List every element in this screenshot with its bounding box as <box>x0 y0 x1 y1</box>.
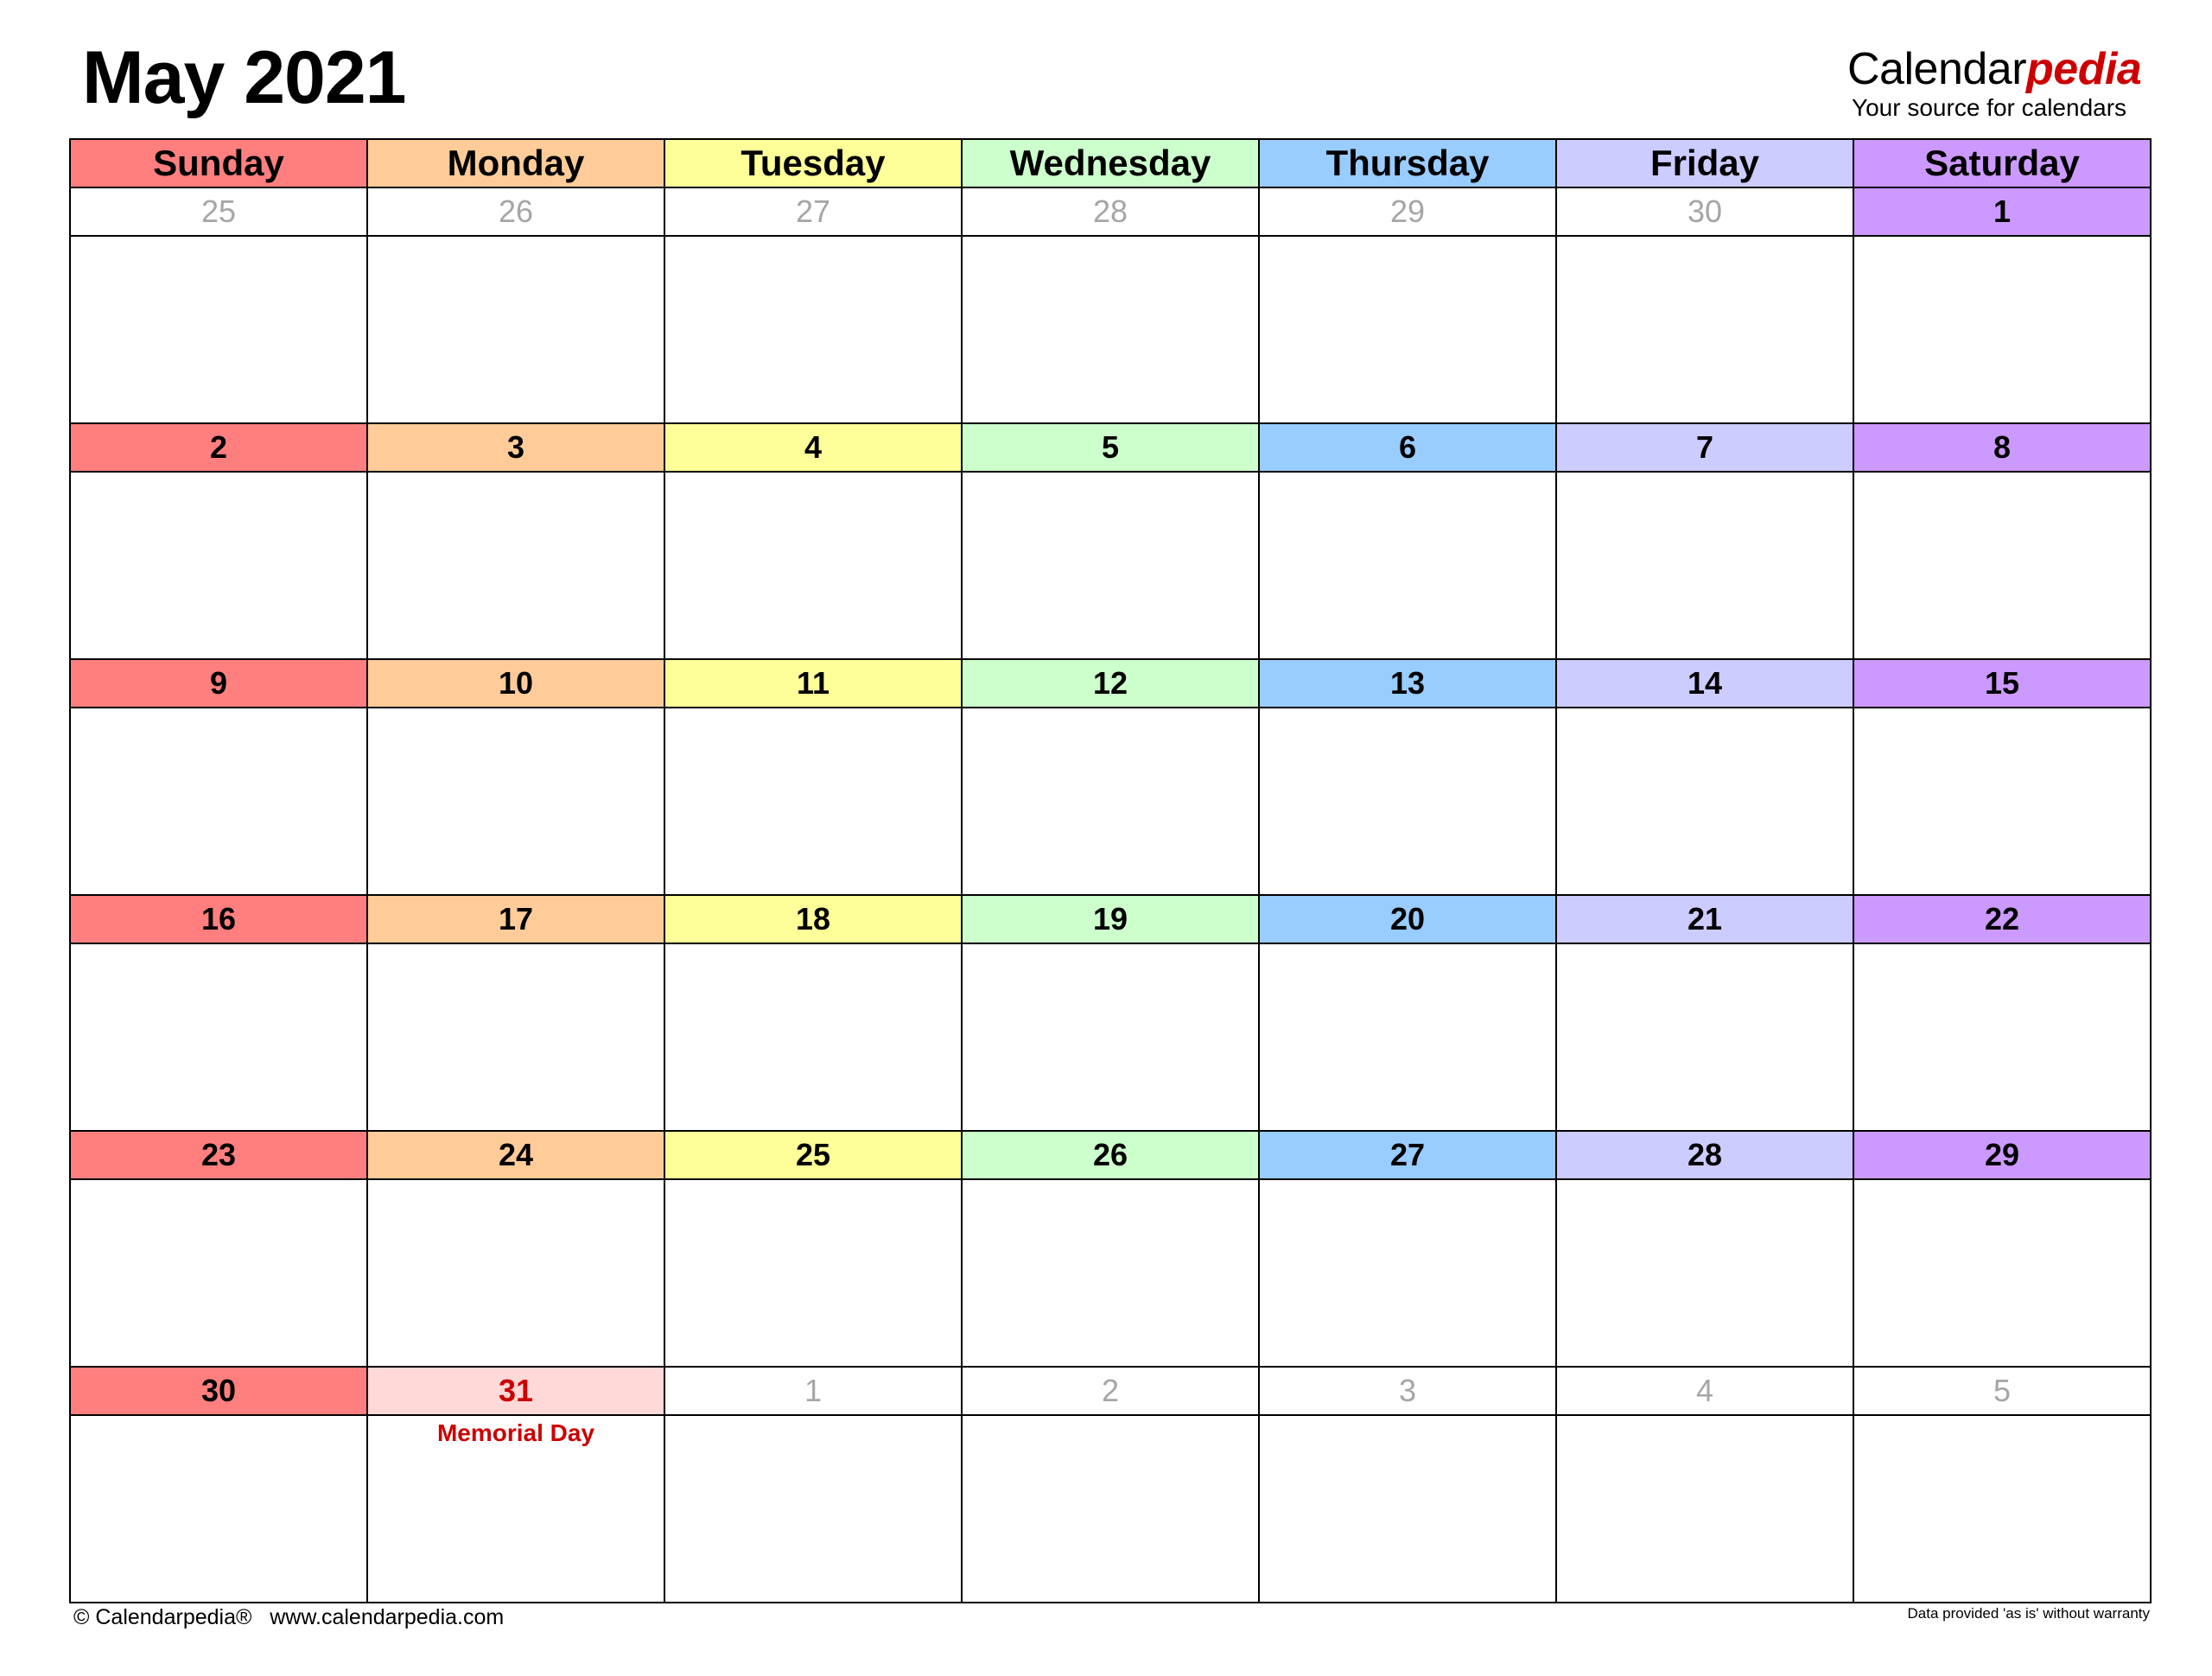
day-cell[interactable] <box>368 424 665 660</box>
day-number: 18 <box>665 896 961 944</box>
day-cell[interactable] <box>665 660 963 896</box>
brand-tagline: Your source for calendars <box>1852 94 2127 121</box>
brand-name-prefix: Calendar <box>1847 44 2027 94</box>
day-number: 8 <box>1854 424 2150 473</box>
weekday-header-friday: Friday <box>1557 140 1854 188</box>
day-cell[interactable] <box>1854 424 2152 660</box>
day-number: 4 <box>665 424 961 473</box>
brand-name <box>1847 43 2150 95</box>
day-cell[interactable] <box>665 1132 963 1368</box>
day-number: 6 <box>1260 424 1555 473</box>
footer-copyright: © Calendarpedia® www.calendarpedia.com <box>73 1605 505 1629</box>
day-cell[interactable] <box>368 660 665 896</box>
day-number: 30 <box>71 1368 366 1416</box>
day-number: 5 <box>963 424 1258 473</box>
day-number: 19 <box>963 896 1258 944</box>
day-number: 20 <box>1260 896 1555 944</box>
day-cell[interactable] <box>963 1368 1260 1603</box>
day-number: 5 <box>1854 1368 2150 1416</box>
day-number: 3 <box>1260 1368 1555 1416</box>
weekday-header-sunday: Sunday <box>71 140 368 188</box>
day-number: 3 <box>368 424 664 473</box>
day-cell[interactable] <box>665 1368 963 1603</box>
day-number: 25 <box>71 188 366 237</box>
day-number: 25 <box>665 1132 961 1180</box>
calendar-grid <box>69 138 2152 1603</box>
day-number: 2 <box>71 424 366 473</box>
day-cell[interactable] <box>1854 660 2152 896</box>
day-cell[interactable] <box>1260 188 1557 424</box>
day-number: 1 <box>1854 188 2150 237</box>
day-cell[interactable] <box>71 1368 368 1603</box>
weekday-header-thursday: Thursday <box>1260 140 1557 188</box>
weekday-header-wednesday: Wednesday <box>963 140 1260 188</box>
page-title: May 2021 <box>82 36 406 119</box>
day-number: 12 <box>963 660 1258 708</box>
day-cell[interactable] <box>1854 1132 2152 1368</box>
day-cell[interactable] <box>71 188 368 424</box>
day-cell[interactable] <box>1260 660 1557 896</box>
day-cell[interactable] <box>1854 188 2152 424</box>
brand-name-suffix: pedia <box>2026 44 2142 94</box>
day-cell[interactable] <box>368 1132 665 1368</box>
weekday-header-monday: Monday <box>368 140 665 188</box>
brand-logo[interactable] <box>1847 43 2150 121</box>
day-number: 2 <box>963 1368 1258 1416</box>
day-number: 10 <box>368 660 664 708</box>
day-cell[interactable] <box>71 660 368 896</box>
day-number: 22 <box>1854 896 2150 944</box>
day-number: 1 <box>665 1368 961 1416</box>
day-number: 11 <box>665 660 961 708</box>
day-cell[interactable] <box>1557 896 1854 1132</box>
day-cell[interactable] <box>963 896 1260 1132</box>
day-number: 30 <box>1557 188 1853 237</box>
day-cell[interactable] <box>1854 1368 2152 1603</box>
day-number: 29 <box>1260 188 1555 237</box>
day-cell[interactable] <box>368 188 665 424</box>
day-cell[interactable] <box>1557 188 1854 424</box>
day-number: 16 <box>71 896 366 944</box>
day-number: 17 <box>368 896 664 944</box>
footer-disclaimer: Data provided 'as is' without warranty <box>1907 1605 2150 1622</box>
day-number: 28 <box>963 188 1258 237</box>
day-number: 9 <box>71 660 366 708</box>
day-number: 26 <box>368 188 664 237</box>
day-cell[interactable] <box>1260 1132 1557 1368</box>
day-cell[interactable] <box>1557 1368 1854 1603</box>
day-cell[interactable] <box>71 424 368 660</box>
day-number: 29 <box>1854 1132 2150 1180</box>
day-number: 27 <box>665 188 961 237</box>
day-cell[interactable] <box>963 424 1260 660</box>
day-number: 7 <box>1557 424 1853 473</box>
holiday-label: Memorial Day <box>436 1419 595 1446</box>
day-cell[interactable] <box>1260 896 1557 1132</box>
day-number: 26 <box>963 1132 1258 1180</box>
day-cell[interactable] <box>71 1132 368 1368</box>
day-cell[interactable] <box>963 1132 1260 1368</box>
day-cell[interactable] <box>665 424 963 660</box>
day-cell[interactable] <box>1854 896 2152 1132</box>
day-cell[interactable] <box>963 188 1260 424</box>
day-number: 21 <box>1557 896 1853 944</box>
day-cell[interactable] <box>1260 1368 1557 1603</box>
day-cell[interactable] <box>1557 1132 1854 1368</box>
day-cell[interactable] <box>1557 660 1854 896</box>
day-number: 13 <box>1260 660 1555 708</box>
day-cell[interactable] <box>665 188 963 424</box>
weekday-header-tuesday: Tuesday <box>665 140 963 188</box>
day-number: 28 <box>1557 1132 1853 1180</box>
day-cell[interactable] <box>1557 424 1854 660</box>
day-cell[interactable] <box>71 896 368 1132</box>
day-cell[interactable] <box>368 1368 665 1603</box>
day-number: 15 <box>1854 660 2150 708</box>
day-number: 14 <box>1557 660 1853 708</box>
day-number: 31 <box>368 1368 664 1416</box>
day-number: 4 <box>1557 1368 1853 1416</box>
day-cell[interactable] <box>665 896 963 1132</box>
day-number: 24 <box>368 1132 664 1180</box>
weekday-header-saturday: Saturday <box>1854 140 2152 188</box>
day-number: 27 <box>1260 1132 1555 1180</box>
day-cell[interactable] <box>1260 424 1557 660</box>
day-cell[interactable] <box>368 896 665 1132</box>
day-cell[interactable] <box>963 660 1260 896</box>
day-number: 23 <box>71 1132 366 1180</box>
